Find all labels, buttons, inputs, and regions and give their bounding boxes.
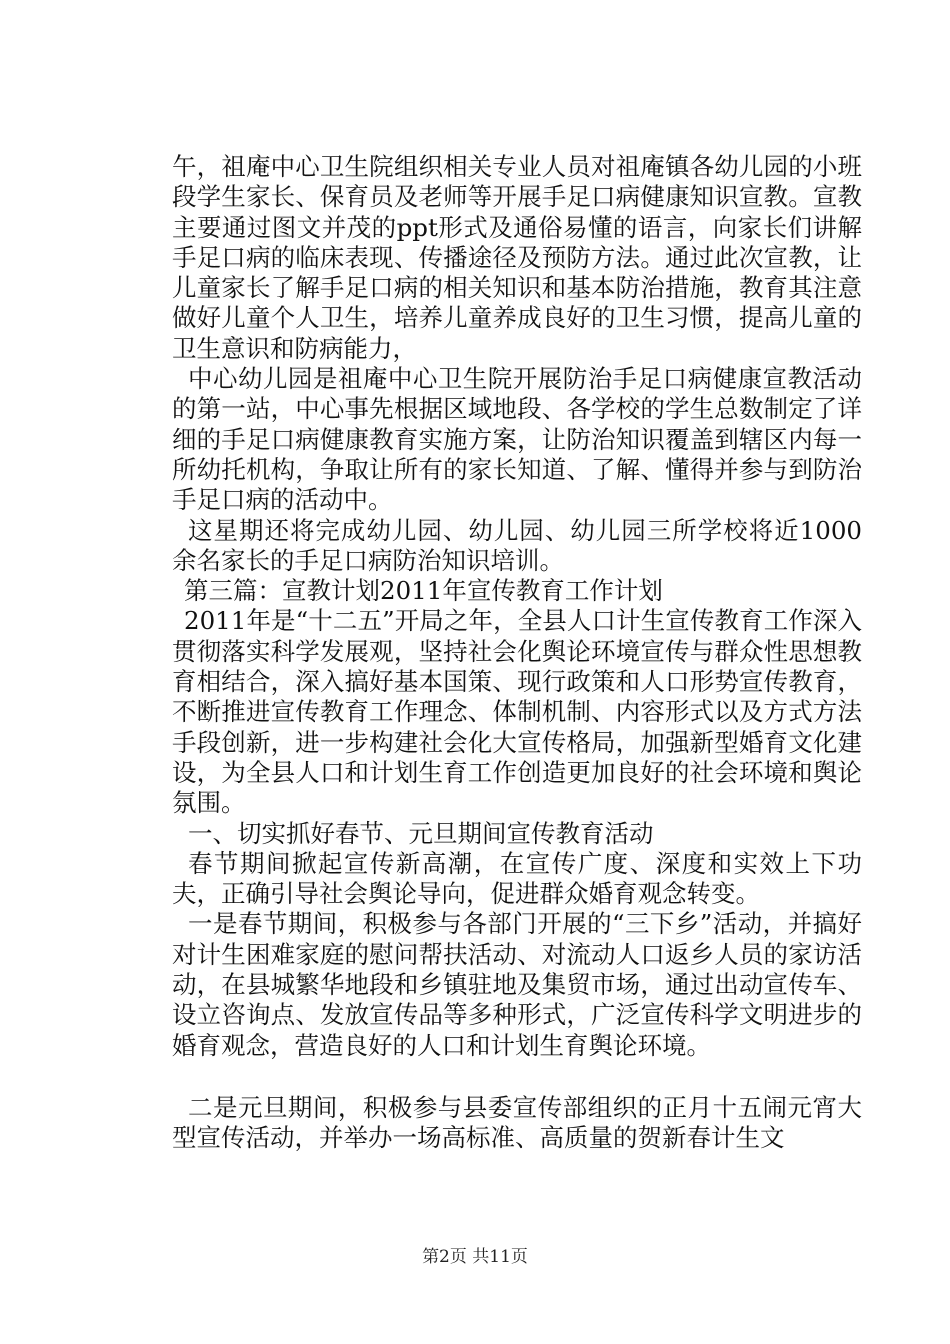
paragraph-3: 这星期还将完成幼儿园、幼儿园、幼儿园三所学校将近1000余名家长的手足口病防治知识培训。 xyxy=(172,515,862,575)
paragraph-6: 一是春节期间，积极参与各部门开展的“三下乡”活动，并搞好对计生困难家庭的慰问帮扶活动、对流动人口返乡人员的家访活动，在县城繁华地段和乡镇驻地及集贸市场，通过出动宣传车、设立咨询点、发放宣传品等多种形式，广泛宣传科学文明进步的婚育观念，营造良好的人口和计划生育舆论环境。 xyxy=(172,909,862,1060)
paragraph-4: 2011年是“十二五”开局之年，全县人口计生宣传教育工作深入贯彻落实科学发展观，坚持社会化舆论环境宣传与群众性思想教育相结合，深入搞好基本国策、现行政策和人口形势宣传教育，不断推进宣传教育工作理念、体制机制、内容形式以及方式方法手段创新，进一步构建社会化大宣传格局，加强新型婚育文化建设，为全县人口和计划生育工作创造更加良好的社会环境和舆论氛围。 xyxy=(172,606,862,818)
paragraph-2: 中心幼儿园是祖庵中心卫生院开展防治手足口病健康宣教活动的第一站，中心事先根据区域地段、各学校的学生总数制定了详细的手足口病健康教育实施方案，让防治知识覆盖到辖区内每一所幼托机构，争取让所有的家长知道、了解、懂得并参与到防治手足口病的活动中。 xyxy=(172,364,862,515)
paragraph-1: 午，祖庵中心卫生院组织相关专业人员对祖庵镇各幼儿园的小班段学生家长、保育员及老师等开展手足口病健康知识宣教。宣教主要通过图文并茂的ppt形式及通俗易懂的语言，向家长们讲解手足口病的临床表现、传播途径及预防方法。通过此次宣教，让儿童家长了解手足口病的相关知识和基本防治措施，教育其注意做好儿童个人卫生，培养儿童养成良好的卫生习惯，提高儿童的卫生意识和防病能力， xyxy=(172,152,862,363)
page-number-footer: 第2页 共11页 xyxy=(422,1247,528,1267)
paragraph-gap xyxy=(172,1061,862,1093)
paragraph-7: 二是元旦期间，积极参与县委宣传部组织的正月十五闹元宵大型宣传活动，并举办一场高标准、高质量的贺新春计生文 xyxy=(172,1092,862,1153)
paragraph-5: 春节期间掀起宣传新高潮，在宣传广度、深度和实效上下功夫，正确引导社会舆论导向，促进群众婚育观念转变。 xyxy=(172,848,862,909)
document-body xyxy=(172,152,862,1154)
section-heading: 第三篇：宣教计划2011年宣传教育工作计划 xyxy=(184,576,663,606)
subheading-1: 一、切实抓好春节、元旦期间宣传教育活动 xyxy=(188,818,654,848)
